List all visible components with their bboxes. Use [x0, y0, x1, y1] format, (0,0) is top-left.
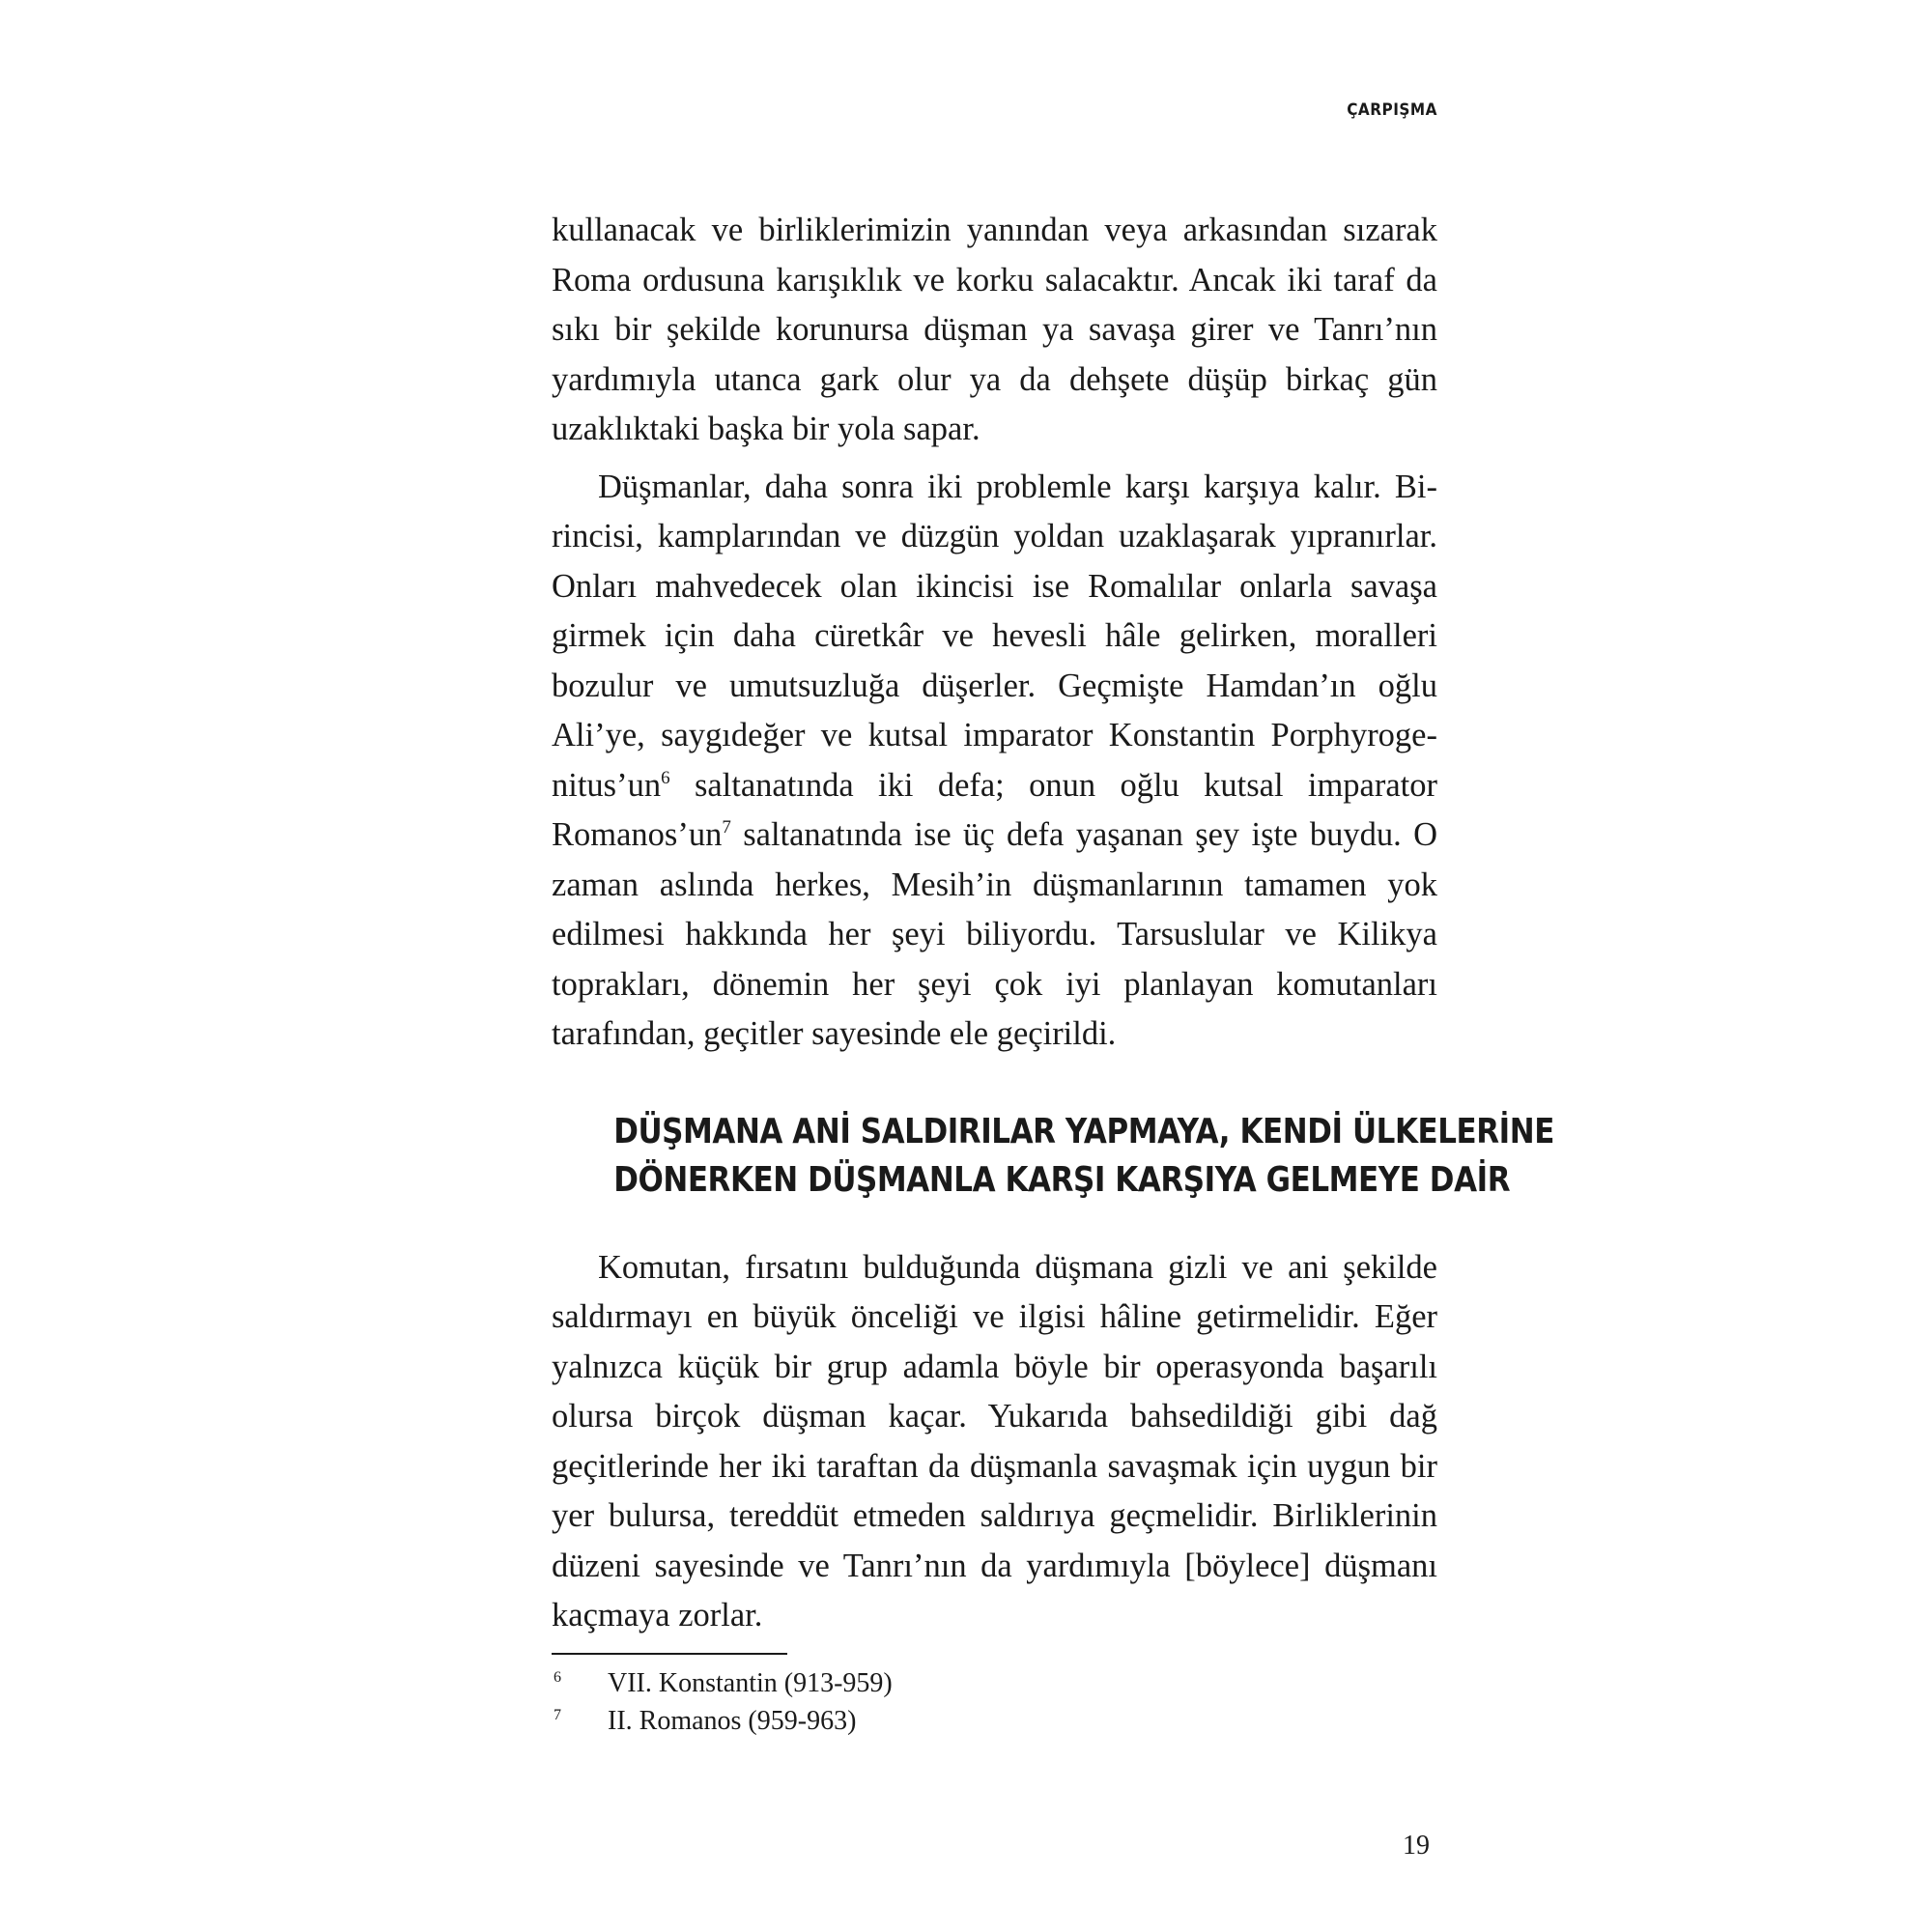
running-head: ÇARPIŞMA	[1347, 100, 1437, 120]
section-heading-line-1: DÜŞMANA ANİ SALDIRILAR YAPMAYA, KENDİ ÜLKELERİNE	[613, 1111, 1554, 1151]
body-text	[552, 206, 1554, 1641]
paragraph-2-part-c: saltanatında ise üç defa yaşanan şey işte buydu. O zaman aslında herkes, Mesih’in düşmanlarının tamamen yok edilmesi hakkında her şeyi biliyordu. Tarsuslular ve Kilikya toprakları, dönemin her şeyi çok iyi planlayan komutanları tarafından, geçitler sayesinde ele geçirildi.	[552, 816, 1437, 1052]
paragraph-2-part-b: saltanatında iki defa; onun oğlu kutsal imparator Romanos’un	[552, 766, 1437, 853]
paragraph-3: Komutan, fırsatını bulduğunda düşmana gizli ve ani şekilde saldırmayı en büyük önceliği ve ilgisi hâline getirmelidir. Eğer yalnızca küçük bir grup adamla böyle bir operasyonda başarılı olursa birçok düşman kaçar. Yukarıda bahsedildiği gibi dağ geçitlerinde her iki taraftan da düşmanla savaşmak için uygun bir yer bulursa, tereddüt etmeden saldırıya geçmelidir. Birliklerinin düzeni sayesinde ve Tanrı’nın da yardımıyla [böylece] düşmanı kaçmaya zorlar.	[552, 1248, 1437, 1634]
footnote-text: II. Romanos (959-963)	[608, 1706, 857, 1736]
paragraph-1: kullanacak ve birliklerimizin yanından veya arkasından sızarak Roma ordusuna karışıklık ve korku salacaktır. Ancak iki taraf da sıkı bir şekilde korunursa düşman ya savaşa girer ve Tanrı’nın yardımıyla utanca gark olur ya da dehşete düşüp birkaç gün uzaklıktaki başka bir yola sapar.	[552, 212, 1437, 447]
footnote-text: VII. Konstantin (913-959)	[608, 1668, 893, 1698]
section-heading	[613, 1108, 1554, 1205]
footnote-divider	[552, 1653, 787, 1655]
footnote-number: 6	[554, 1669, 561, 1686]
footnote-7	[552, 1702, 1131, 1740]
section-heading-line-2: DÖNERKEN DÜŞMANLA KARŞI KARŞIYA GELMEYE DAİR	[613, 1159, 1511, 1200]
paragraph-2	[552, 463, 1437, 1060]
paragraph-2-part-a: Düşmanlar, daha sonra iki problemle karşı karşıya kalır. Birincisi, kamplarından ve düzgün yoldan uzaklaşarak yıpranırlar. Onları mahvedecek olan ikincisi ise Romalılar onlarla savaşa girmek için daha cüretkâr ve hevesli hâle gelirken, moralleri bozulur ve umutsuzluğa düşerler. Geçmişte Hamdan’ın oğlu Ali’ye, saygıdeğer ve kutsal imparator Konstantin Porphyrogenitus’un	[552, 468, 1437, 804]
footnote-6	[552, 1664, 1131, 1702]
footnote-ref-6[interactable]: 6	[661, 767, 670, 788]
footnotes	[552, 1664, 1131, 1740]
footnote-ref-7[interactable]: 7	[722, 817, 731, 838]
page-number: 19	[1403, 1831, 1430, 1861]
footnote-number: 7	[554, 1707, 561, 1723]
